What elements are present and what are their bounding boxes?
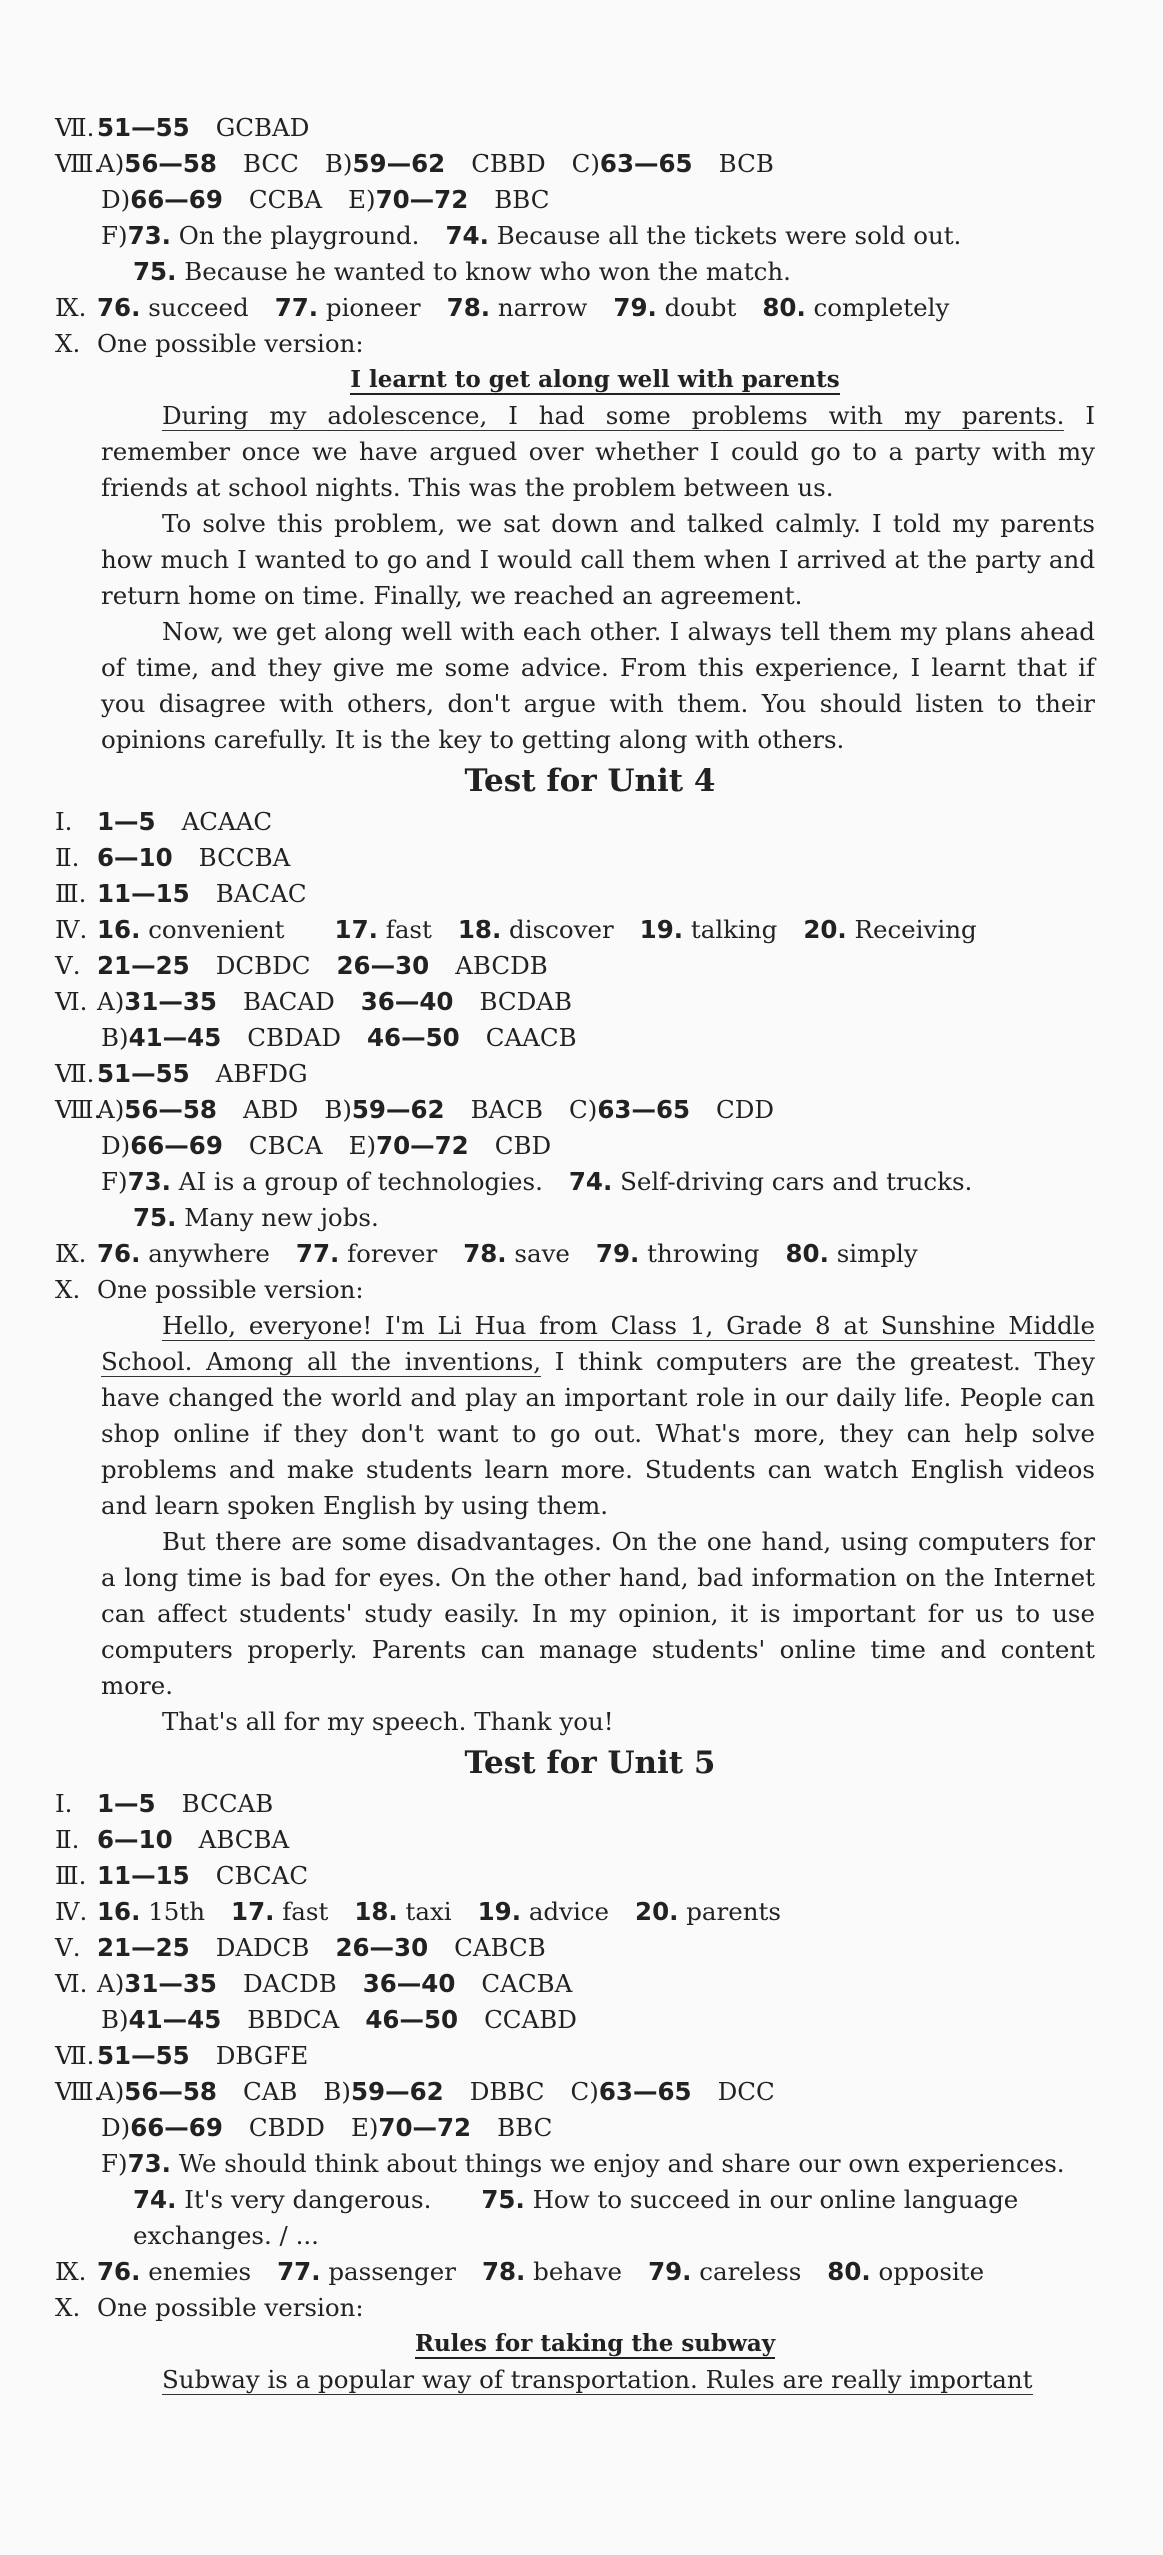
- u5-section-8d: 74. It's very dangerous. 75. How to succeed in our online language: [133, 2185, 1019, 2214]
- u3-section-9: Ⅸ. 76. succeed 77. pioneer 78. narrow 79. doubt 80. completely: [55, 293, 950, 322]
- u3-section-8c: F)73. On the playground. 74. Because all the tickets were sold out.: [101, 221, 962, 250]
- u4-essay-para-3: That's all for my speech. Thank you!: [162, 1707, 614, 1736]
- u4-section-6b: B)41—45 CBDAD 46—50 CAACB: [101, 1023, 577, 1052]
- u4-essay: [55, 1308, 1095, 1740]
- u5-section-2: Ⅱ. 6—10 ABCBA: [55, 1825, 290, 1854]
- u4-essay-para-2: But there are some disadvantages. On the one hand, using computers for a long time is bad for eyes. On the other hand, bad information on the Internet can affect students' study easily. In my opinion, it is important for us to use computers properly. Parents can manage students' online time and content more.: [101, 1527, 1095, 1700]
- unit-4-title: Test for Unit 4: [464, 763, 716, 799]
- u4-section-3: Ⅲ. 11—15 BACAC: [55, 879, 307, 908]
- u4-section-8d: 75. Many new jobs.: [133, 1203, 379, 1232]
- unit-5-title: Test for Unit 5: [464, 1745, 716, 1781]
- u4-section-10: Ⅹ. One possible version:: [55, 1275, 364, 1304]
- u5-section-8e: exchanges. / ...: [133, 2221, 319, 2250]
- u3-section-10: Ⅹ. One possible version:: [55, 329, 364, 358]
- u4-section-1: Ⅰ. 1—5 ACAAC: [55, 807, 273, 836]
- u4-section-4: Ⅳ. 16. convenient 17. fast 18. discover 19. talking 20. Receiving: [55, 915, 977, 944]
- u5-section-8c: F)73. We should think about things we enjoy and share our own experiences.: [101, 2149, 1065, 2178]
- u4-section-9: Ⅸ. 76. anywhere 77. forever 78. save 79. throwing 80. simply: [55, 1239, 918, 1268]
- u5-section-7: Ⅶ. 51—55 DBGFE: [55, 2041, 309, 2070]
- u5-section-3: Ⅲ. 11—15 CBCAC: [55, 1861, 309, 1890]
- u3-section-8b: D)66—69 CCBA E)70—72 BBC: [101, 185, 550, 214]
- u5-section-5: Ⅴ. 21—25 DADCB 26—30 CABCB: [55, 1933, 546, 1962]
- u3-section-7: Ⅶ. 51—55 GCBAD: [55, 113, 310, 142]
- u4-essay-para-1: Hello, everyone! I'm Li Hua from Class 1, Grade 8 at Sunshine Middle School. Among all the inventions, I think computers are the greatest. They have changed the world and play an important role in our daily life. People can shop online if they don't want to go out. What's more, they can help solve problems and make students learn more. Students can watch English videos and learn spoken English by using them.: [101, 1311, 1096, 1520]
- u5-section-8a: Ⅷ.A)56—58 CAB B)59—62 DBBC C)63—65 DCC: [55, 2077, 775, 2106]
- u5-section-10: Ⅹ. One possible version:: [55, 2293, 364, 2322]
- u5-section-1: Ⅰ. 1—5 BCCAB: [55, 1789, 274, 1818]
- u5-essay-para-1: Subway is a popular way of transportation. Rules are really important: [162, 2365, 1033, 2394]
- u3-essay-para-1: During my adolescence, I had some problems with my parents. I remember once we have argued over whether I could go to a party with my friends at school nights. This was the problem between us.: [101, 401, 1096, 502]
- u4-section-2: Ⅱ. 6—10 BCCBA: [55, 843, 291, 872]
- u5-section-6b: B)41—45 BBDCA 46—50 CCABD: [101, 2005, 577, 2034]
- u5-section-6a: Ⅵ. A)31—35 DACDB 36—40 CACBA: [55, 1969, 573, 1998]
- u3-essay-para-2: To solve this problem, we sat down and talked calmly. I told my parents how much I wanted to go and I would call them when I arrived at the party and return home on time. Finally, we reached an agreement.: [101, 509, 1095, 610]
- u5-essay: [55, 2362, 1095, 2398]
- u4-section-5: Ⅴ. 21—25 DCBDC 26—30 ABCDB: [55, 951, 548, 980]
- u3-essay: [55, 398, 1095, 758]
- u3-essay-title: I learnt to get along well with parents: [350, 366, 840, 393]
- u3-section-8d: 75. Because he wanted to know who won the match.: [133, 257, 791, 286]
- u4-section-8a: Ⅷ.A)56—58 ABD B)59—62 BACB C)63—65 CDD: [55, 1095, 775, 1124]
- u3-section-8a: Ⅷ.A)56—58 BCC B)59—62 CBBD C)63—65 BCB: [55, 149, 774, 178]
- u5-section-9: Ⅸ. 76. enemies 77. passenger 78. behave 79. careless 80. opposite: [55, 2257, 985, 2286]
- u3-essay-para-3: Now, we get along well with each other. I always tell them my plans ahead of time, and they give me some advice. From this experience, I learnt that if you disagree with others, don't argue with them. You should listen to their opinions carefully. It is the key to getting along with others.: [101, 617, 1095, 754]
- u5-section-4: Ⅳ. 16. 15th 17. fast 18. taxi 19. advice 20. parents: [55, 1897, 781, 1926]
- u5-section-8b: D)66—69 CBDD E)70—72 BBC: [101, 2113, 553, 2142]
- u4-section-8c: F)73. AI is a group of technologies. 74. Self-driving cars and trucks.: [101, 1167, 973, 1196]
- u5-essay-title: Rules for taking the subway: [414, 2330, 776, 2357]
- u4-section-8b: D)66—69 CBCA E)70—72 CBD: [101, 1131, 552, 1160]
- u4-section-7: Ⅶ. 51—55 ABFDG: [55, 1059, 308, 1088]
- u4-section-6a: Ⅵ. A)31—35 BACAD 36—40 BCDAB: [55, 987, 572, 1016]
